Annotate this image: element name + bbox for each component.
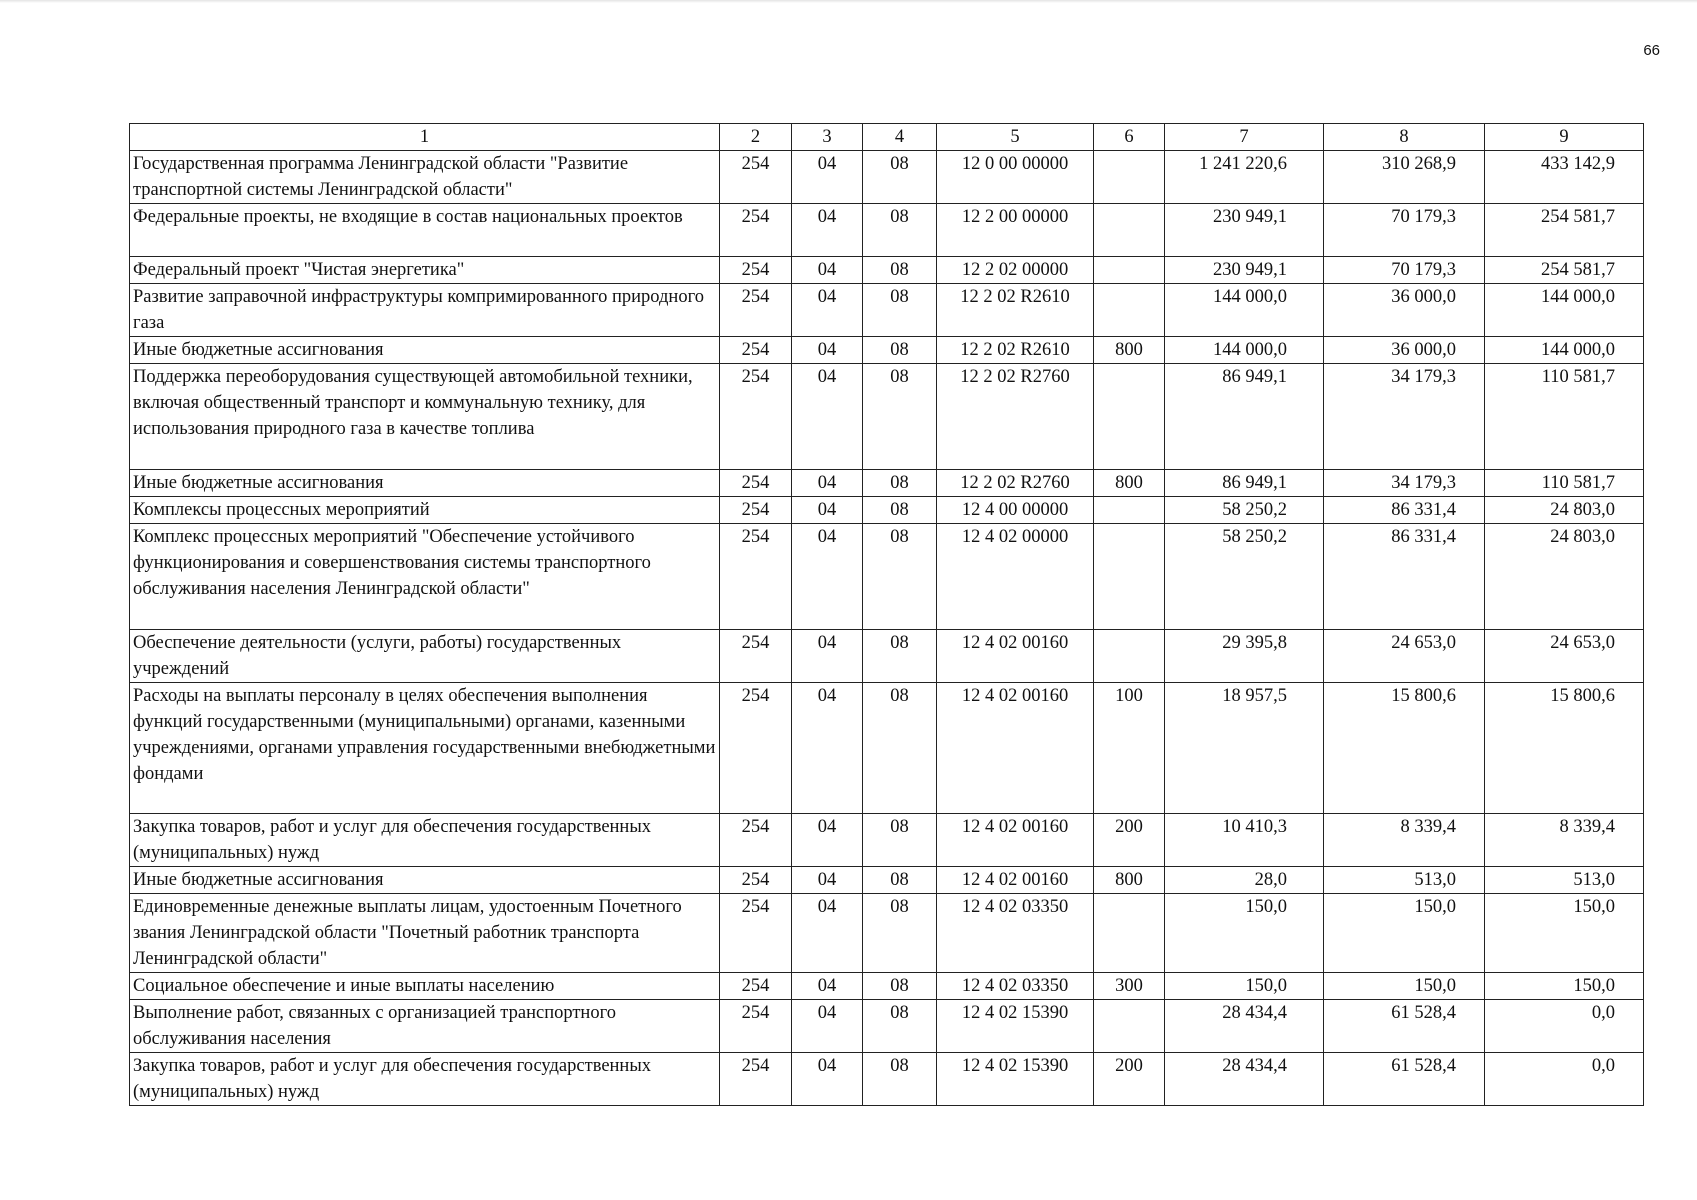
cell-col3: 04 [792,630,863,683]
cell-col3: 04 [792,1053,863,1106]
row-name: Иные бюджетные ассигнования [130,470,720,497]
budget-table [129,123,1644,1106]
cell-col3: 04 [792,284,863,337]
table-row [130,524,1644,630]
cell-col9: 0,0 [1485,1053,1644,1106]
cell-col5: 12 4 02 00160 [937,867,1094,894]
column-number: 8 [1324,124,1485,151]
cell-col2: 254 [720,1000,792,1053]
cell-col8: 86 331,4 [1324,497,1485,524]
cell-col3: 04 [792,257,863,284]
cell-col6: 100 [1094,683,1165,814]
cell-col9: 513,0 [1485,867,1644,894]
table-row [130,284,1644,337]
cell-col5: 12 4 02 03350 [937,894,1094,973]
row-name: Поддержка переоборудования существующей автомобильной техники, включая общественный транспорт и коммунальную технику, для использования природного газа в качестве топлива [130,364,720,470]
cell-col2: 254 [720,524,792,630]
table-row [130,204,1644,257]
cell-col9: 150,0 [1485,894,1644,973]
cell-col6: 800 [1094,337,1165,364]
cell-col5: 12 4 02 15390 [937,1053,1094,1106]
cell-col8: 70 179,3 [1324,257,1485,284]
row-name: Развитие заправочной инфраструктуры компримированного природного газа [130,284,720,337]
row-name: Единовременные денежные выплаты лицам, удостоенным Почетного звания Ленинградской области "Почетный работник транспорта Ленинградской области" [130,894,720,973]
cell-col6: 200 [1094,1053,1165,1106]
cell-col7: 18 957,5 [1165,683,1324,814]
column-number: 2 [720,124,792,151]
cell-col5: 12 2 02 R2610 [937,337,1094,364]
cell-col2: 254 [720,204,792,257]
cell-col3: 04 [792,867,863,894]
cell-col4: 08 [863,683,937,814]
cell-col3: 04 [792,204,863,257]
cell-col5: 12 4 02 15390 [937,1000,1094,1053]
cell-col3: 04 [792,894,863,973]
row-name: Государственная программа Ленинградской области "Развитие транспортной системы Ленинградской области" [130,151,720,204]
cell-col8: 61 528,4 [1324,1053,1485,1106]
column-number: 4 [863,124,937,151]
cell-col3: 04 [792,973,863,1000]
cell-col9: 254 581,7 [1485,257,1644,284]
cell-col8: 70 179,3 [1324,204,1485,257]
table-row [130,497,1644,524]
cell-col2: 254 [720,867,792,894]
cell-col2: 254 [720,497,792,524]
cell-col4: 08 [863,470,937,497]
cell-col2: 254 [720,683,792,814]
row-name: Закупка товаров, работ и услуг для обеспечения государственных (муниципальных) нужд [130,814,720,867]
table-row [130,1000,1644,1053]
cell-col9: 110 581,7 [1485,470,1644,497]
cell-col6 [1094,284,1165,337]
cell-col4: 08 [863,630,937,683]
table-row [130,630,1644,683]
cell-col4: 08 [863,524,937,630]
row-name: Иные бюджетные ассигнования [130,867,720,894]
row-name: Комплекс процессных мероприятий "Обеспечение устойчивого функционирования и совершенствования системы транспортного обслуживания населения Ленинградской области" [130,524,720,630]
cell-col5: 12 2 00 00000 [937,204,1094,257]
cell-col8: 34 179,3 [1324,364,1485,470]
cell-col3: 04 [792,151,863,204]
cell-col5: 12 4 02 00160 [937,630,1094,683]
cell-col7: 28 434,4 [1165,1000,1324,1053]
cell-col6 [1094,630,1165,683]
cell-col2: 254 [720,973,792,1000]
cell-col4: 08 [863,364,937,470]
cell-col8: 61 528,4 [1324,1000,1485,1053]
scan-top-edge [0,0,1697,3]
cell-col5: 12 0 00 00000 [937,151,1094,204]
cell-col4: 08 [863,497,937,524]
cell-col8: 24 653,0 [1324,630,1485,683]
cell-col7: 150,0 [1165,973,1324,1000]
cell-col6: 800 [1094,867,1165,894]
column-number: 9 [1485,124,1644,151]
cell-col6 [1094,204,1165,257]
cell-col8: 513,0 [1324,867,1485,894]
cell-col3: 04 [792,683,863,814]
cell-col3: 04 [792,1000,863,1053]
cell-col9: 254 581,7 [1485,204,1644,257]
cell-col8: 34 179,3 [1324,470,1485,497]
cell-col3: 04 [792,524,863,630]
cell-col3: 04 [792,814,863,867]
table-row [130,894,1644,973]
cell-col5: 12 2 02 R2760 [937,470,1094,497]
cell-col7: 29 395,8 [1165,630,1324,683]
cell-col6: 200 [1094,814,1165,867]
cell-col2: 254 [720,814,792,867]
row-name: Выполнение работ, связанных с организацией транспортного обслуживания населения [130,1000,720,1053]
cell-col7: 58 250,2 [1165,524,1324,630]
cell-col7: 144 000,0 [1165,337,1324,364]
cell-col9: 144 000,0 [1485,337,1644,364]
cell-col6 [1094,497,1165,524]
cell-col2: 254 [720,364,792,470]
row-name: Федеральный проект "Чистая энергетика" [130,257,720,284]
cell-col4: 08 [863,867,937,894]
table-row [130,683,1644,814]
cell-col2: 254 [720,1053,792,1106]
cell-col4: 08 [863,973,937,1000]
cell-col6 [1094,257,1165,284]
column-number: 3 [792,124,863,151]
page-number: 66 [1643,42,1660,59]
cell-col8: 150,0 [1324,894,1485,973]
cell-col6: 800 [1094,470,1165,497]
cell-col9: 15 800,6 [1485,683,1644,814]
cell-col7: 86 949,1 [1165,470,1324,497]
cell-col7: 86 949,1 [1165,364,1324,470]
row-name: Иные бюджетные ассигнования [130,337,720,364]
cell-col7: 150,0 [1165,894,1324,973]
cell-col6 [1094,364,1165,470]
cell-col5: 12 4 02 00160 [937,814,1094,867]
cell-col4: 08 [863,337,937,364]
table-row [130,1053,1644,1106]
cell-col4: 08 [863,1053,937,1106]
cell-col8: 150,0 [1324,973,1485,1000]
table-row [130,364,1644,470]
cell-col7: 28 434,4 [1165,1053,1324,1106]
cell-col4: 08 [863,1000,937,1053]
column-number: 6 [1094,124,1165,151]
table-row [130,867,1644,894]
cell-col3: 04 [792,497,863,524]
cell-col3: 04 [792,364,863,470]
table-row [130,257,1644,284]
cell-col4: 08 [863,284,937,337]
row-name: Социальное обеспечение и иные выплаты населению [130,973,720,1000]
cell-col6 [1094,894,1165,973]
cell-col5: 12 4 02 00160 [937,683,1094,814]
cell-col7: 1 241 220,6 [1165,151,1324,204]
cell-col2: 254 [720,470,792,497]
cell-col9: 8 339,4 [1485,814,1644,867]
cell-col9: 24 803,0 [1485,524,1644,630]
row-name: Федеральные проекты, не входящие в состав национальных проектов [130,204,720,257]
row-name: Расходы на выплаты персоналу в целях обеспечения выполнения функций государственными (муниципальными) органами, казенными учреждениями, органами управления государственными внебюджетными фондами [130,683,720,814]
cell-col4: 08 [863,894,937,973]
cell-col9: 110 581,7 [1485,364,1644,470]
cell-col8: 36 000,0 [1324,337,1485,364]
cell-col9: 0,0 [1485,1000,1644,1053]
cell-col2: 254 [720,630,792,683]
row-name: Закупка товаров, работ и услуг для обеспечения государственных (муниципальных) нужд [130,1053,720,1106]
row-name: Комплексы процессных мероприятий [130,497,720,524]
column-number: 7 [1165,124,1324,151]
table-row [130,814,1644,867]
cell-col5: 12 2 02 R2610 [937,284,1094,337]
cell-col9: 433 142,9 [1485,151,1644,204]
cell-col4: 08 [863,151,937,204]
column-number: 1 [130,124,720,151]
cell-col7: 144 000,0 [1165,284,1324,337]
cell-col4: 08 [863,204,937,257]
table-row [130,337,1644,364]
cell-col9: 144 000,0 [1485,284,1644,337]
cell-col4: 08 [863,814,937,867]
cell-col7: 10 410,3 [1165,814,1324,867]
cell-col9: 24 653,0 [1485,630,1644,683]
table-row [130,151,1644,204]
cell-col2: 254 [720,151,792,204]
table-body [130,124,1644,1106]
cell-col8: 36 000,0 [1324,284,1485,337]
cell-col7: 230 949,1 [1165,204,1324,257]
cell-col8: 86 331,4 [1324,524,1485,630]
column-number-row [130,124,1644,151]
cell-col7: 58 250,2 [1165,497,1324,524]
cell-col7: 230 949,1 [1165,257,1324,284]
cell-col5: 12 4 00 00000 [937,497,1094,524]
cell-col2: 254 [720,894,792,973]
cell-col5: 12 2 02 R2760 [937,364,1094,470]
table-row [130,470,1644,497]
cell-col8: 8 339,4 [1324,814,1485,867]
column-number: 5 [937,124,1094,151]
cell-col2: 254 [720,284,792,337]
cell-col8: 15 800,6 [1324,683,1485,814]
cell-col5: 12 4 02 03350 [937,973,1094,1000]
cell-col3: 04 [792,337,863,364]
cell-col6 [1094,524,1165,630]
cell-col6 [1094,1000,1165,1053]
cell-col5: 12 2 02 00000 [937,257,1094,284]
cell-col9: 24 803,0 [1485,497,1644,524]
cell-col2: 254 [720,337,792,364]
cell-col3: 04 [792,470,863,497]
cell-col5: 12 4 02 00000 [937,524,1094,630]
cell-col6: 300 [1094,973,1165,1000]
cell-col6 [1094,151,1165,204]
cell-col7: 28,0 [1165,867,1324,894]
row-name: Обеспечение деятельности (услуги, работы) государственных учреждений [130,630,720,683]
cell-col2: 254 [720,257,792,284]
cell-col9: 150,0 [1485,973,1644,1000]
cell-col8: 310 268,9 [1324,151,1485,204]
table-row [130,973,1644,1000]
cell-col4: 08 [863,257,937,284]
